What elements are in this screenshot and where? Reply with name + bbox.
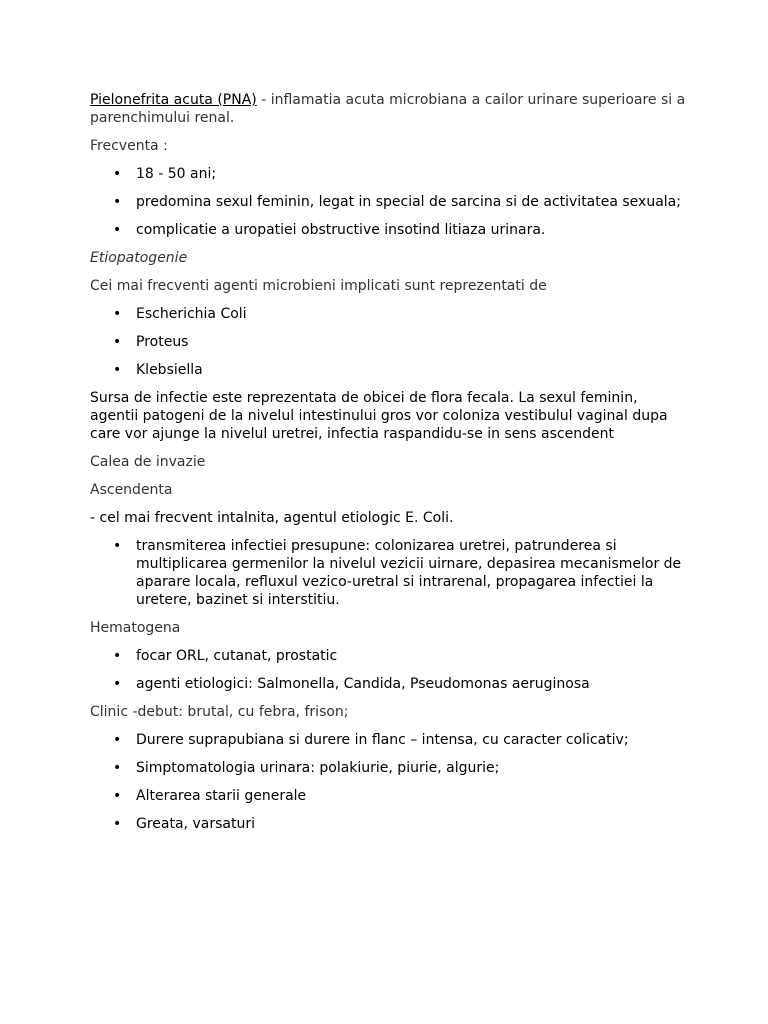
intro-definition: - inflamatia acuta microbiana a cailor urinare superioare si a parenchimului renal. — [90, 92, 686, 126]
bullet-icon: • — [113, 334, 122, 350]
list-item-text: agenti etiologici: Salmonella, Candida, Pseudomonas aeruginosa — [136, 676, 590, 692]
hematogena-list — [90, 647, 690, 693]
list-item — [90, 787, 690, 805]
frecventa-heading: Frecventa : — [90, 138, 168, 154]
list-item — [90, 221, 690, 239]
list-item — [90, 731, 690, 749]
bullet-icon: • — [113, 760, 122, 776]
list-item — [90, 193, 690, 211]
bullet-icon: • — [113, 732, 122, 748]
bullet-icon: • — [113, 222, 122, 238]
ascendenta-lead: - cel mai frecvent intalnita, agentul etiologic E. Coli. — [90, 510, 454, 526]
list-item — [90, 675, 690, 693]
intro-paragraph — [90, 91, 690, 127]
list-item — [90, 815, 690, 833]
bullet-icon: • — [113, 538, 122, 554]
list-item-text: Greata, varsaturi — [136, 816, 255, 832]
list-item — [90, 647, 690, 665]
bullet-icon: • — [113, 362, 122, 378]
list-item-text: Durere suprapubiana si durere in flanc – intensa, cu caracter colicativ; — [136, 732, 629, 748]
etiopatogenie-paragraph: Sursa de infectie este reprezentata de obicei de flora fecala. La sexul feminin, agentii patogeni de la nivelul intestinului gros vor coloniza vestibulul vaginal dupa care vor ajunge la nivelul uretrei, infectia raspandidu-se in sens ascendent — [90, 390, 668, 442]
list-item — [90, 537, 690, 609]
list-item-text: Proteus — [136, 334, 189, 350]
list-item-text: 18 - 50 ani; — [136, 166, 217, 182]
clinic-list — [90, 731, 690, 833]
ascendenta-list — [90, 537, 690, 609]
list-item — [90, 305, 690, 323]
list-item-text: transmiterea infectiei presupune: colonizarea uretrei, patrunderea si multiplicarea germenilor la nivelul vezicii uirnare, depasirea mecanismelor de aparare locala, refluxul vezico-uretral si intrarenal, propagarea infectiei la uretere, bazinet si interstitiu. — [136, 538, 682, 608]
list-item — [90, 361, 690, 379]
hematogena-heading: Hematogena — [90, 620, 181, 636]
intro-term: Pielonefrita acuta (PNA) — [90, 92, 257, 108]
list-item-text: Simptomatologia urinara: polakiurie, piurie, algurie; — [136, 760, 500, 776]
etiopatogenie-heading: Etiopatogenie — [90, 250, 188, 266]
ascendenta-heading: Ascendenta — [90, 482, 173, 498]
bullet-icon: • — [113, 306, 122, 322]
list-item — [90, 759, 690, 777]
bullet-icon: • — [113, 676, 122, 692]
list-item-text: focar ORL, cutanat, prostatic — [136, 648, 338, 664]
clinic-heading: Clinic -debut: brutal, cu febra, frison; — [90, 704, 349, 720]
list-item-text: complicatie a uropatiei obstructive insotind litiaza urinara. — [136, 222, 546, 238]
etiopatogenie-lead: Cei mai frecventi agenti microbieni implicati sunt reprezentati de — [90, 278, 547, 294]
document-content — [90, 91, 690, 843]
frecventa-list — [90, 165, 690, 239]
calea-heading: Calea de invazie — [90, 454, 206, 470]
list-item — [90, 165, 690, 183]
list-item-text: Alterarea starii generale — [136, 788, 307, 804]
list-item-text: predomina sexul feminin, legat in special de sarcina si de activitatea sexuala; — [136, 194, 681, 210]
bullet-icon: • — [113, 816, 122, 832]
bullet-icon: • — [113, 194, 122, 210]
list-item-text: Escherichia Coli — [136, 306, 247, 322]
list-item — [90, 333, 690, 351]
bullet-icon: • — [113, 166, 122, 182]
list-item-text: Klebsiella — [136, 362, 203, 378]
bullet-icon: • — [113, 788, 122, 804]
bullet-icon: • — [113, 648, 122, 664]
agents-list — [90, 305, 690, 379]
